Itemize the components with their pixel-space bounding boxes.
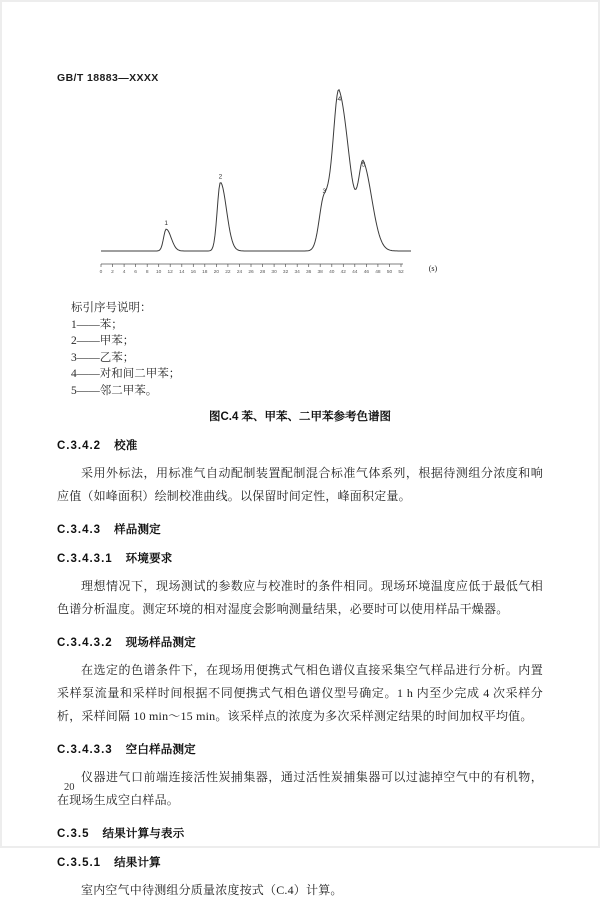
chromatogram-figure <box>95 94 525 284</box>
x-tick-label: 6 <box>134 270 137 275</box>
section-number: C.3.4.3.3 <box>57 744 113 756</box>
peak-label-4: 4 <box>337 96 342 103</box>
x-tick-label: 0 <box>99 270 103 275</box>
legend-block <box>71 300 543 399</box>
figure-caption: 图C.4 苯、甲苯、二甲苯参考色谱图 <box>208 411 392 423</box>
x-tick-label: 4 <box>122 270 126 275</box>
paragraph: 在选定的色谱条件下，在现场用便携式气相色谱仪直接采集空气样品进行分析。内置采样泵流量和采样时间根据不同便携式气相色谱仪型号确定。1 h 内至少完成 4 次采样分析，采样间隔 10 min～15 min。该采样点的浓度为多次采样测定结果的时间加权平均值。 <box>57 663 543 723</box>
x-tick-label: 2 <box>111 270 114 275</box>
x-tick-label: 48 <box>375 270 381 275</box>
section-title: 结果计算与表示 <box>102 828 185 840</box>
section-title: 校准 <box>114 440 138 452</box>
chromatogram-svg <box>95 94 525 284</box>
x-tick-label: 36 <box>306 270 312 275</box>
standard-number-header: GB/T 18883—XXXX <box>57 72 159 84</box>
legend-item-1: 1——苯； <box>71 318 123 331</box>
section-heading-c35 <box>57 827 543 841</box>
x-tick-label: 8 <box>145 270 149 275</box>
x-tick-label: 10 <box>156 270 162 275</box>
peak-label-3: 3 <box>322 188 327 195</box>
x-tick-label: 18 <box>202 270 208 275</box>
peak-label-2: 2 <box>218 173 223 181</box>
paragraph: 理想情况下，现场测试的参数应与校准时的条件相同。现场环境温度应低于最低气相色谱分析温度。测定环境的相对湿度会影响测量结果，必要时可以使用样品干燥器。 <box>57 579 543 616</box>
x-tick-label: 12 <box>167 270 173 275</box>
x-tick-label: 16 <box>190 270 196 275</box>
section-number: C.3.4.3.2 <box>57 637 113 649</box>
section-number: C.3.5 <box>57 828 90 840</box>
section-number: C.3.5.1 <box>57 857 102 869</box>
x-tick-label: 26 <box>248 270 254 275</box>
x-tick-label: 20 <box>213 270 220 275</box>
section-heading-c342 <box>57 439 543 453</box>
x-tick-label: 28 <box>259 270 266 275</box>
section-heading-c351 <box>57 856 543 870</box>
legend-item-5: 5——邻二甲苯。 <box>71 384 158 397</box>
section-heading-c3432 <box>57 636 543 650</box>
x-tick-label: 34 <box>294 270 300 275</box>
paragraph: 仪器进气口前端连接活性炭捕集器，通过活性炭捕集器可以过滤掉空气中的有机物，在现场生成空白样品。 <box>57 770 543 807</box>
x-tick-label: 22 <box>225 270 231 275</box>
legend-title: 标引序号说明： <box>71 302 152 314</box>
section-title: 现场样品测定 <box>125 637 196 649</box>
section-heading-c343 <box>57 523 543 537</box>
signal-curve <box>101 90 411 251</box>
section-title: 环境要求 <box>125 553 173 565</box>
x-tick-label: 32 <box>282 270 289 275</box>
section-title: 空白样品测定 <box>125 744 196 756</box>
x-tick-label: 24 <box>236 270 243 275</box>
x-tick-label: 38 <box>317 270 323 275</box>
x-tick-label: 46 <box>363 270 370 275</box>
paragraph: 采用外标法，用标准气自动配制装置配制混合标准气体系列，根据待测组分浓度和响应值（如峰面积）绘制校准曲线。以保留时间定性，峰面积定量。 <box>57 466 543 503</box>
x-tick-label: 30 <box>271 270 277 275</box>
paragraph: 室内空气中待测组分质量浓度按式（C.4）计算。 <box>81 883 343 897</box>
section-number: C.3.4.2 <box>57 440 102 452</box>
peak-label-1: 1 <box>164 220 169 228</box>
x-tick-label: 14 <box>179 270 185 275</box>
x-tick-label: 50 <box>386 270 393 275</box>
section-number: C.3.4.3.1 <box>57 553 113 565</box>
section-heading-c3431 <box>57 552 543 566</box>
section-title: 样品测定 <box>114 524 161 536</box>
x-tick-label: 44 <box>352 270 358 275</box>
section-number: C.3.4.3 <box>57 524 102 536</box>
legend-item-2: 2——甲苯； <box>71 335 135 347</box>
x-tick-label: 52 <box>398 270 404 275</box>
legend-item-3: 3——乙苯； <box>71 351 135 364</box>
x-axis-unit-label: (s) <box>428 264 438 273</box>
x-tick-label: 40 <box>329 270 335 275</box>
page-number: 20 <box>64 782 75 793</box>
section-heading-c3433 <box>57 743 543 757</box>
peak-label-5: 5 <box>361 161 366 169</box>
x-tick-label: 42 <box>340 270 346 275</box>
section-title: 结果计算 <box>114 857 161 869</box>
legend-item-4: 4——对和间二甲苯； <box>71 368 181 380</box>
